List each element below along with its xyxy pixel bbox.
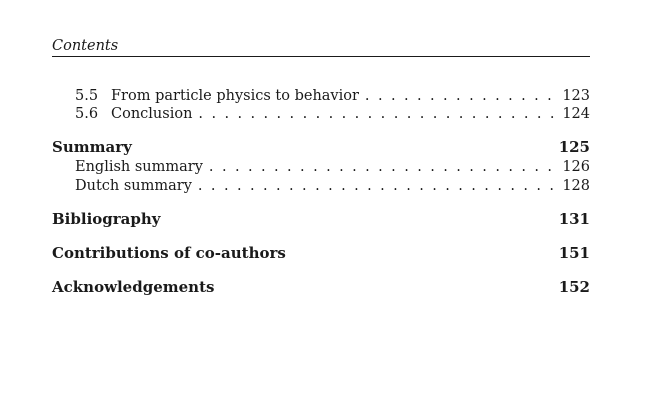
leader-dots [198,105,556,123]
toc-entry-chapter-acknowledgements[interactable] [52,278,590,296]
toc-entry-subsection[interactable] [52,158,590,176]
toc-entry-chapter-bibliography[interactable] [52,210,590,228]
page-number: 124 [562,106,590,122]
toc-entry-subsection[interactable] [52,177,590,195]
chapter-title: Summary [52,138,132,156]
page-number: 125 [558,138,590,156]
toc-entry-chapter-contributions[interactable] [52,244,590,262]
page-number: 131 [558,210,590,228]
leader-dots [209,158,556,176]
page-number: 123 [562,88,590,104]
chapter-title: Acknowledgements [52,278,215,296]
page-number: 128 [562,178,590,194]
chapter-title: Contributions of co-authors [52,244,286,262]
toc-entry-section[interactable] [52,87,590,105]
page-number: 126 [562,159,590,175]
section-number: 5.6 [75,106,99,122]
subsection-title: Dutch summary [75,178,192,194]
chapter-title: Bibliography [52,210,161,228]
leader-dots [365,87,556,105]
toc-entry-section[interactable] [52,105,590,123]
header-rule [52,56,590,57]
toc-entry-chapter-summary[interactable] [52,138,590,156]
section-title: From particle physics to behavior [111,88,359,104]
subsection-title: English summary [75,159,203,175]
page-number: 152 [558,278,590,296]
section-number: 5.5 [75,88,99,104]
running-head: Contents [52,38,119,54]
section-title: Conclusion [111,106,193,122]
leader-dots [198,177,556,195]
page-number: 151 [558,244,590,262]
